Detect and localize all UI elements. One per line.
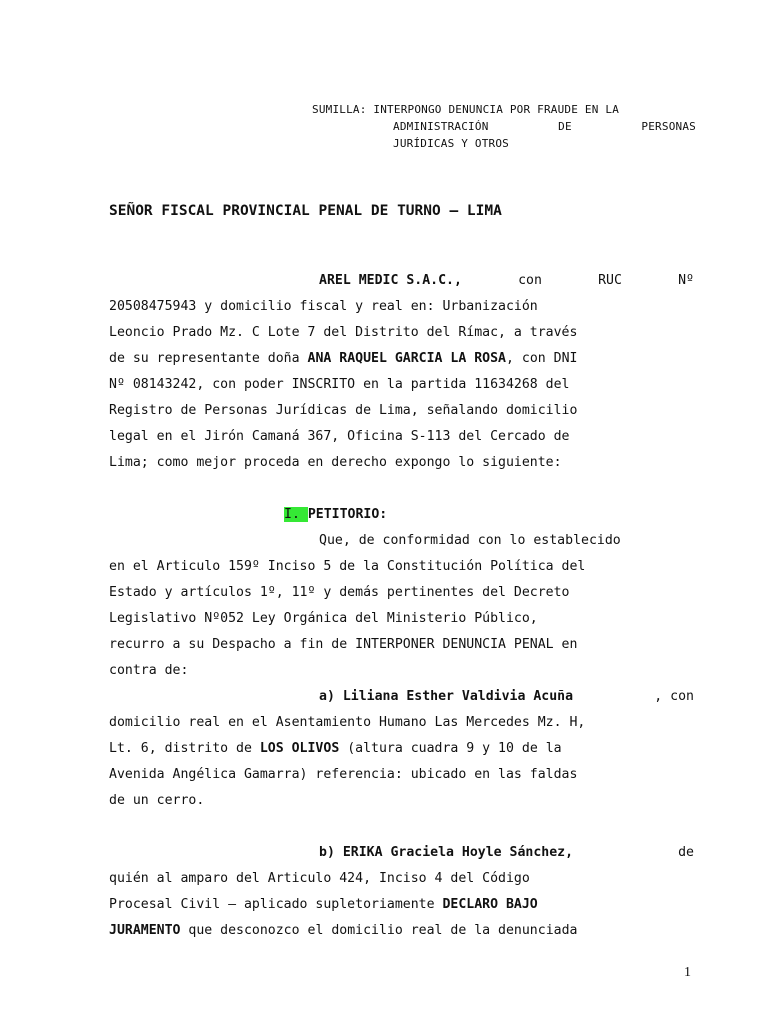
petitorio-line-6: contra de:	[109, 663, 189, 678]
intro-line-4: de su representante doña ANA RAQUEL GARCIA LA ROSA, con DNI	[109, 351, 578, 366]
defendant-a-line-3: Lt. 6, distrito de LOS OLIVOS (altura cuadra 9 y 10 de la	[109, 741, 562, 756]
defendant-b-line-2: quién al amparo del Articulo 424, Inciso 4 del Código	[109, 871, 530, 886]
defendant-b-line-3: Procesal Civil – aplicado supletoriamente DECLARO BAJO	[109, 897, 538, 912]
sumilla-line-1: SUMILLA: INTERPONGO DENUNCIA POR FRAUDE EN LA	[312, 103, 620, 116]
sumilla-line-2: ADMINISTRACIÓN DE PERSONAS	[393, 120, 696, 133]
sumilla-block	[312, 101, 696, 152]
petitorio-line-4: Legislativo Nº052 Ley Orgánica del Ministerio Público,	[109, 611, 538, 626]
intro-line-8: Lima; como mejor proceda en derecho expongo lo siguiente:	[109, 455, 562, 470]
intro-line-2: 20508475943 y domicilio fiscal y real en: Urbanización	[109, 299, 538, 314]
representative-name: ANA RAQUEL GARCIA LA ROSA	[307, 351, 506, 366]
petitorio-line-1: Que, de conformidad con lo establecido	[319, 533, 621, 548]
document-title: SEÑOR FISCAL PROVINCIAL PENAL DE TURNO – LIMA	[109, 203, 502, 219]
intro-line-3: Leoncio Prado Mz. C Lote 7 del Distrito del Rímac, a través	[109, 325, 578, 340]
petitorio-line-5: recurro a su Despacho a fin de INTERPONER DENUNCIA PENAL en	[109, 637, 578, 652]
intro-line-1: AREL MEDIC S.A.C., con RUC Nº	[109, 268, 694, 294]
defendant-a-line-5: de un cerro.	[109, 793, 205, 808]
petitorio-line-2: en el Articulo 159º Inciso 5 de la Constitución Política del	[109, 559, 586, 574]
defendant-b-line-4: JURAMENTO que desconozco el domicilio real de la denunciada	[109, 923, 578, 938]
section-number-highlight: I.	[284, 507, 308, 522]
defendant-b-line-1: b) ERIKA Graciela Hoyle Sánchez, de	[109, 840, 694, 866]
intro-line-6: Registro de Personas Jurídicas de Lima, señalando domicilio	[109, 403, 578, 418]
intro-line-5: Nº 08143242, con poder INSCRITO en la partida 11634268 del	[109, 377, 570, 392]
defendant-a-line-2: domicilio real en el Asentamiento Humano Las Mercedes Mz. H,	[109, 715, 586, 730]
defendant-b-name: b) ERIKA Graciela Hoyle Sánchez,	[319, 845, 574, 860]
defendant-a-line-1: a) Liliana Esther Valdivia Acuña , con	[109, 684, 694, 710]
sumilla-line-3: JURÍDICAS Y OTROS	[393, 137, 509, 150]
document-body	[109, 268, 694, 944]
defendant-a-name: a) Liliana Esther Valdivia Acuña	[319, 689, 574, 704]
intro-line-7: legal en el Jirón Camaná 367, Oficina S-113 del Cercado de	[109, 429, 570, 444]
company-name: AREL MEDIC S.A.C.,	[319, 273, 462, 288]
page-number: 1	[684, 965, 691, 980]
petitorio-heading: I. PETITORIO:	[284, 507, 388, 522]
petitorio-line-3: Estado y artículos 1º, 11º y demás pertinentes del Decreto	[109, 585, 570, 600]
defendant-a-line-4: Avenida Angélica Gamarra) referencia: ubicado en las faldas	[109, 767, 578, 782]
